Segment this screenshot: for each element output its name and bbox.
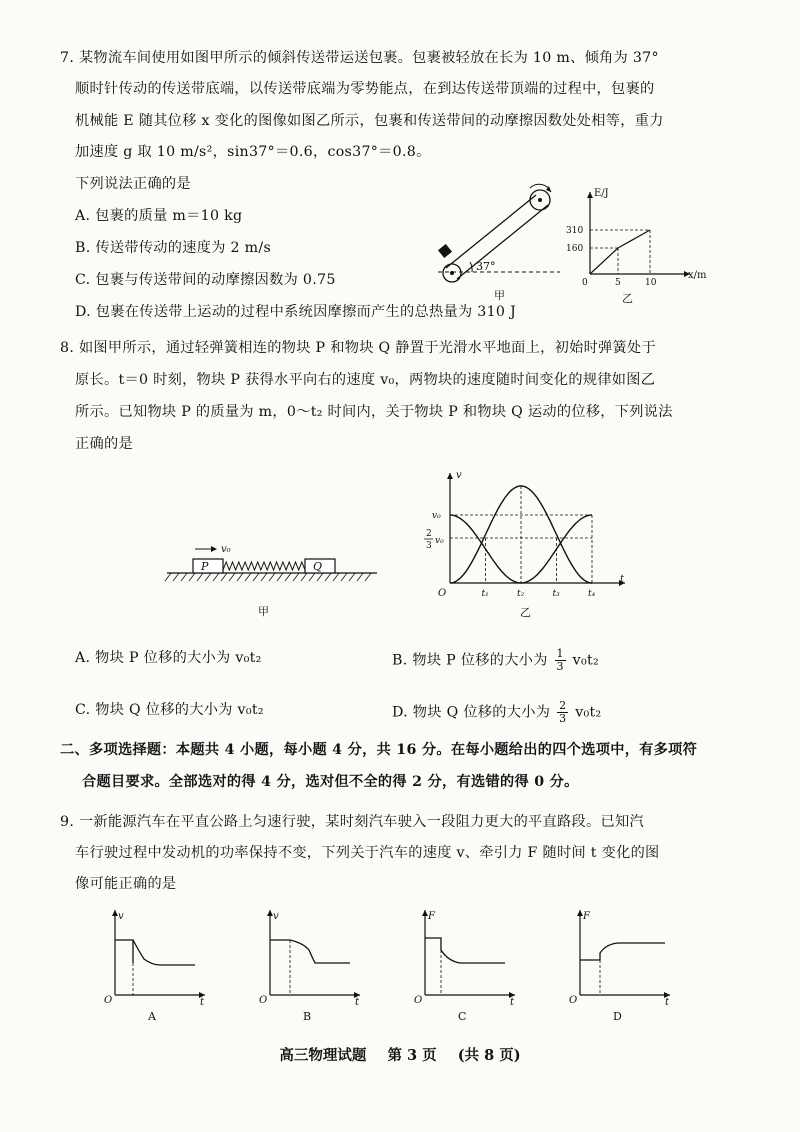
- q8-option-c: C. 物块 Q 位移的大小为 v₀t₂: [75, 702, 264, 718]
- q9-line-1: 9. 一新能源汽车在平直公路上匀速行驶，某时刻汽车驶入一段阻力更大的平直路段。已知汽: [60, 814, 644, 830]
- footer-total: (共 8 页): [457, 1047, 521, 1064]
- ground-hatch: [333, 573, 339, 581]
- q9-graph-b: [255, 905, 375, 1025]
- q7-conveyor-figure: [430, 180, 560, 300]
- q9-c-o: O: [414, 995, 423, 1006]
- ground-hatch: [261, 573, 267, 581]
- q7-tick-10: 10: [645, 278, 657, 288]
- q8-option-b-expr: v₀t₂: [572, 652, 599, 669]
- footer-page: 第 3 页: [387, 1047, 437, 1064]
- ground-hatch: [221, 573, 227, 581]
- q8-frac-v0: v₀: [435, 536, 444, 546]
- q7-energy-graph: [560, 182, 720, 312]
- ground-hatch: [293, 573, 299, 581]
- ground-hatch: [181, 573, 187, 581]
- q7-line-2: 顺时针传动的传送带底端，以传送带底端为零势能点，在到达传送带顶端的过程中，包裹的: [75, 81, 655, 97]
- q9-c-label: C: [458, 1010, 467, 1023]
- q9-graph-d: [565, 905, 685, 1025]
- q9-d-label: D: [613, 1010, 622, 1023]
- q9-a-o: O: [104, 995, 113, 1006]
- ground-hatch: [277, 573, 283, 581]
- ground-hatch: [325, 573, 331, 581]
- ground-hatch: [309, 573, 315, 581]
- q9-graph-c: [410, 905, 530, 1025]
- q7-fig-yi-caption: 乙: [622, 292, 633, 305]
- q8-spring-figure: [165, 535, 385, 625]
- q8-block-p: P: [201, 560, 209, 573]
- ground-hatch: [229, 573, 235, 581]
- q9-line-3: 像可能正确的是: [75, 876, 177, 892]
- q7-fig-jia-caption: 甲: [494, 289, 505, 302]
- ground-hatch: [213, 573, 219, 581]
- q8-y-axis: v: [456, 470, 462, 481]
- ground-hatch: [173, 573, 179, 581]
- q9-b-label: B: [303, 1010, 312, 1023]
- ground-hatch: [205, 573, 211, 581]
- section-2-line-2: 合题目要求。全部选对的得 4 分，选对但不全的得 2 分，有选错的得 0 分。: [82, 774, 579, 790]
- q8-fig-jia-caption: 甲: [258, 605, 269, 618]
- q8-line-1: 8. 如图甲所示，通过轻弹簧相连的物块 P 和物块 Q 静置于光滑水平地面上，初始时弹簧处于: [60, 340, 657, 356]
- q8-block-q: Q: [313, 560, 323, 573]
- q8-option-d-expr: v₀t₂: [575, 704, 602, 721]
- q8-option-d-text: D. 物块 Q 位移的大小为: [392, 704, 551, 721]
- footer-title: 高三物理试题: [279, 1047, 367, 1064]
- q7-prompt: 下列说法正确的是: [75, 176, 191, 192]
- q8-line-3: 所示。已知物块 P 的质量为 m，0～t₂ 时间内，关于物块 P 和物块 Q 运动的位移，下列说法: [75, 404, 673, 420]
- q8-t1-tick: t₁: [481, 589, 489, 599]
- q8-option-d: [392, 700, 601, 725]
- ground-hatch: [189, 573, 195, 581]
- q7-tick-310: 310: [566, 226, 584, 236]
- ground-hatch: [301, 573, 307, 581]
- q9-graph-a: [100, 905, 220, 1025]
- ground-hatch: [253, 573, 259, 581]
- ground-hatch: [357, 573, 363, 581]
- q9-a-label: A: [148, 1010, 156, 1023]
- q8-frac-num: 2: [426, 529, 432, 539]
- q7-option-c: C. 包裹与传送带间的动摩擦因数为 0.75: [75, 272, 336, 288]
- q9-c-y: F: [428, 911, 435, 922]
- q7-angle-label: 37°: [476, 260, 496, 273]
- ground-hatch: [165, 573, 171, 581]
- section-2-line-1: 二、多项选择题：本题共 4 小题，每小题 4 分，共 16 分。在每小题给出的四个选项中，有多项符: [60, 742, 698, 758]
- q8-origin: O: [438, 588, 447, 599]
- q8-option-a: A. 物块 P 位移的大小为 v₀t₂: [75, 650, 262, 666]
- q8-line-2: 原长。t＝0 时刻，物块 P 获得水平向右的速度 v₀，两物块的速度随时间变化的规律如图乙: [75, 372, 656, 388]
- ground-hatch: [197, 573, 203, 581]
- q9-a-y: v: [118, 911, 124, 922]
- q7-x-axis-label: x/m: [688, 270, 707, 281]
- q9-d-y: F: [583, 911, 590, 922]
- q8-x-axis: t: [620, 574, 625, 585]
- q9-c-t: t: [510, 997, 515, 1008]
- page-footer: [0, 1044, 800, 1065]
- ground-hatch: [317, 573, 323, 581]
- q8-option-b-text: B. 物块 P 位移的大小为: [392, 652, 548, 669]
- q7-tick-5: 5: [615, 278, 621, 288]
- q8-t3-tick: t₃: [552, 589, 560, 599]
- q9-d-o: O: [569, 995, 578, 1006]
- q7-tick-160: 160: [566, 244, 584, 254]
- ground-hatch: [349, 573, 355, 581]
- q8-t4-tick: t₄: [588, 589, 596, 599]
- q7-option-b: B. 传送带传动的速度为 2 m/s: [75, 240, 272, 256]
- q9-b-t: t: [355, 997, 360, 1008]
- ground-hatch: [341, 573, 347, 581]
- q8-option-d-fraction: $\frac{2}{3}$: [559, 699, 567, 725]
- ground-hatch: [237, 573, 243, 581]
- q9-line-2: 车行驶过程中发动机的功率保持不变，下列关于汽车的速度 v、牵引力 F 随时间 t 变化的图: [75, 845, 660, 861]
- q9-a-t: t: [200, 997, 205, 1008]
- q7-line-1: 7. 某物流车间使用如图甲所示的倾斜传送带运送包裹。包裹被轻放在长为 10 m、倾角为 37°: [60, 50, 659, 66]
- q8-option-b: [392, 648, 599, 673]
- q9-d-t: t: [665, 997, 670, 1008]
- q7-option-a: A. 包裹的质量 m＝10 kg: [75, 208, 243, 224]
- q7-y-axis-label: E/J: [594, 188, 609, 199]
- q8-v0-label: v₀: [221, 544, 231, 555]
- q9-b-o: O: [259, 995, 268, 1006]
- ground-hatch: [245, 573, 251, 581]
- ground-hatch: [365, 573, 371, 581]
- q7-line-4: 加速度 g 取 10 m/s²，sin37°＝0.6，cos37°＝0.8。: [75, 144, 431, 160]
- q8-v0-tick: v₀: [432, 511, 441, 521]
- q8-frac-den: 3: [426, 541, 432, 551]
- q8-t2-tick: t₂: [517, 589, 525, 599]
- q8-option-b-fraction: $\frac{1}{3}$: [556, 647, 564, 673]
- q8-velocity-graph: [420, 468, 630, 618]
- q7-line-3: 机械能 E 随其位移 x 变化的图像如图乙所示，包裹和传送带间的动摩擦因数处处相等，重力: [75, 113, 664, 129]
- q8-fig-yi-caption: 乙: [520, 606, 531, 619]
- q8-line-4: 正确的是: [75, 436, 133, 452]
- q7-option-d: D. 包裹在传送带上运动的过程中系统因摩擦而产生的总热量为 310 J: [75, 304, 517, 320]
- q7-origin: 0: [582, 278, 588, 288]
- ground-hatch: [285, 573, 291, 581]
- ground-hatch: [269, 573, 275, 581]
- q9-b-y: v: [273, 911, 279, 922]
